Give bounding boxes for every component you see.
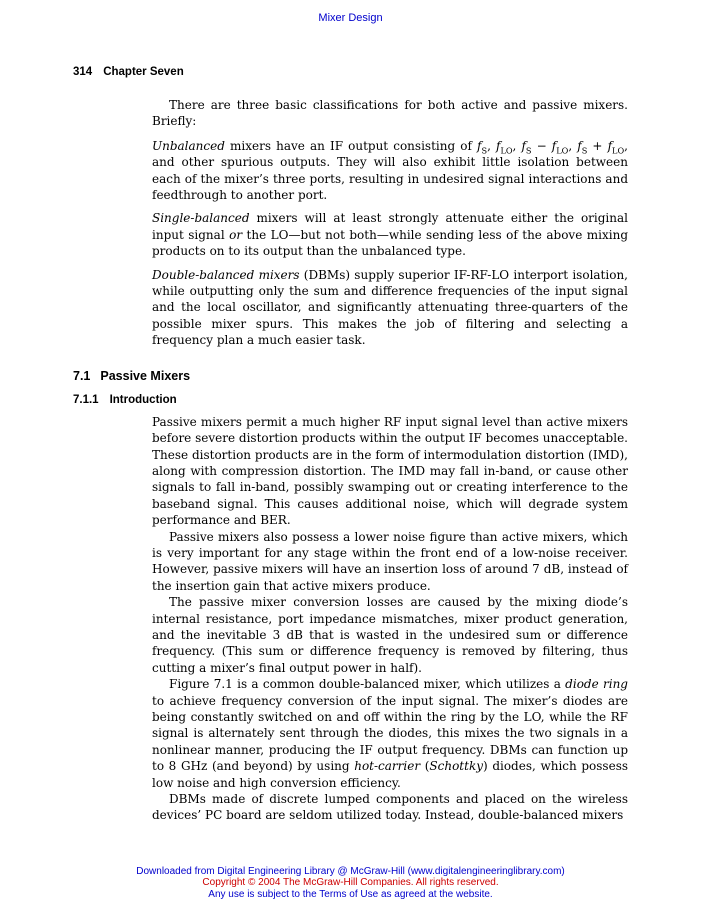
page-number: 314 bbox=[73, 66, 93, 78]
paragraph-intro: There are three basic classifications for both active and passive mixers. Briefly: bbox=[152, 98, 628, 129]
footer-download-link[interactable]: Downloaded from Digital Engineering Library @ McGraw-Hill (www.digitalengineeringlibrary.com) bbox=[136, 866, 565, 877]
footer-terms-link[interactable]: Any use is subject to the Terms of Use as agreed at the website. bbox=[208, 888, 493, 900]
paragraph-unbalanced: Unbalanced mixers have an IF output consisting of $f_S$, $f_{LO}$, $f_S - f_{LO}$, $f_S + f_{LO}$, and other spurious outputs. They will also exhibit little isolation between each of the mixer’s three ports, resulting in undesired signal interactions and feedthrough to another port. bbox=[152, 138, 628, 203]
section-title: Passive Mixers bbox=[100, 368, 191, 383]
paragraph-single-balanced: Single-balanced mixers will at least strongly attenuate either the original input signal or the LO—but not both—while sending less of the above mixing products on to its output than the unbalanced type. bbox=[152, 211, 628, 259]
paragraph-figure-7-1: Figure 7.1 is a common double-balanced mixer, which utilizes a diode ring to achieve frequency conversion of the input signal. The mixer’s diodes are being constantly switched on and off within the ring by the LO, while the RF signal is alternately sent through the diodes, this mixes the two signals in a nonlinear manner, producing the IF output frequency. DBMs can function up to 8 GHz (and beyond) by using hot-carrier (Schottky) diodes, which possess low noise and high conversion efficiency. bbox=[152, 677, 629, 790]
page-footer bbox=[0, 866, 701, 900]
subsection-heading-7-1-1 bbox=[73, 393, 628, 407]
section-number: 7.1 bbox=[73, 368, 91, 383]
running-head-link[interactable]: Mixer Design bbox=[318, 12, 383, 24]
paragraph-noise-figure: Passive mixers also possess a lower noise figure than active mixers, which is very important for any stage within the front end of a low-noise receiver. However, passive mixers will have an insertion loss of around 7 dB, instead of the insertion gain that active mixers produce. bbox=[152, 529, 628, 593]
subsection-title: Introduction bbox=[109, 393, 177, 406]
paragraph-passive-intro: Passive mixers permit a much higher RF input signal level than active mixers before severe distortion products within the output IF becomes unacceptable. These distortion products are in the form of intermodulation distortion (IMD), along with compression distortion. The IMD may fall in-band, or cause other signals to fall in-band, possibly swamping out or creating interference to the baseband signal. This causes additional noise, which will degrade system performance and BER. bbox=[152, 414, 628, 528]
paragraph-double-balanced: Double-balanced mixers (DBMs) supply superior IF-RF-LO interport isolation, while outputting only the sum and difference frequencies of the input signal and the local oscillator, and significantly attenuating three-quarters of the possible mixer spurs. This makes the job of filtering and selecting a frequency plan a much easier task. bbox=[152, 267, 628, 348]
subsection-number: 7.1.1 bbox=[73, 393, 99, 406]
body-text bbox=[73, 97, 628, 824]
footer-copyright: Copyright © 2004 The McGraw-Hill Companies. All rights reserved. bbox=[202, 877, 499, 889]
paragraph-conversion-losses: The passive mixer conversion losses are caused by the mixing diode’s internal resistance, port impedance mismatches, mixer product generation, and the inevitable 3 dB that is wasted in the undesired sum or difference frequency. (This sum or difference frequency is removed by filtering, thus cutting a mixer’s final output power in half). bbox=[152, 595, 628, 675]
chapter-title: Chapter Seven bbox=[103, 66, 184, 78]
chapter-header bbox=[73, 66, 184, 78]
section-heading-7-1 bbox=[73, 369, 628, 384]
paragraph-dbms-discrete: DBMs made of discrete lumped components and placed on the wireless devices’ PC board are seldom utilized today. Instead, double-balanced mixers bbox=[152, 792, 628, 823]
